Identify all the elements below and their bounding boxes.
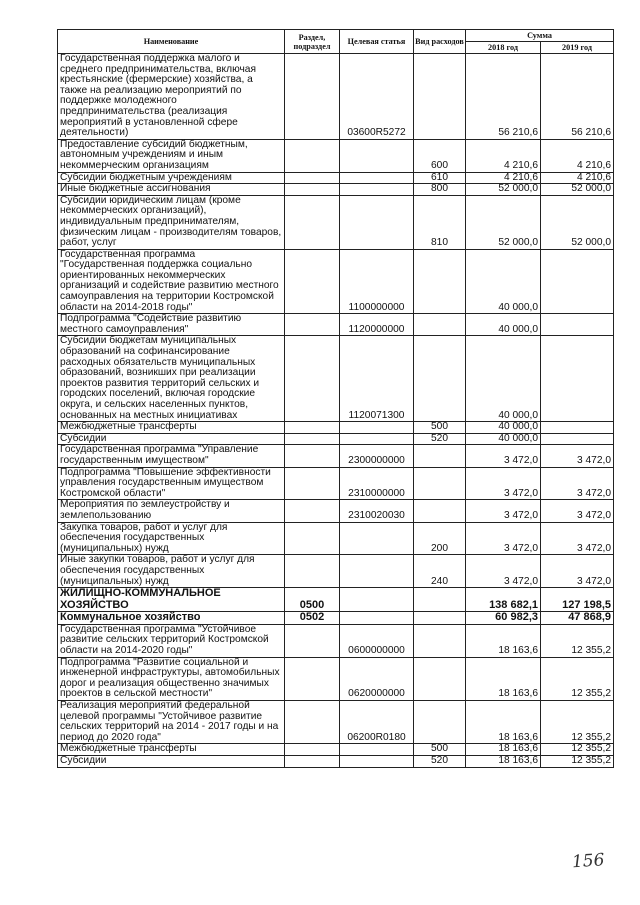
cell-section bbox=[285, 744, 340, 756]
cell-name: Иные бюджетные ассигнования bbox=[58, 184, 285, 196]
table-row bbox=[58, 555, 614, 588]
table-row bbox=[58, 249, 614, 314]
cell-target: 1120000000 bbox=[340, 314, 414, 336]
table-row bbox=[58, 433, 614, 445]
cell-2018: 18 163,6 bbox=[466, 657, 541, 700]
cell-section bbox=[285, 657, 340, 700]
cell-2018: 40 000,0 bbox=[466, 433, 541, 445]
cell-2019 bbox=[541, 336, 614, 422]
table-row bbox=[58, 522, 614, 555]
cell-type: 200 bbox=[414, 522, 466, 555]
cell-target bbox=[340, 139, 414, 172]
cell-name: Государственная программа "Государственная поддержка социально ориентированных некоммерческих организаций и содействие развитию местного самоуправления на территории Костромской области на 2014-2018 годы" bbox=[58, 249, 285, 314]
table-row bbox=[58, 184, 614, 196]
cell-section bbox=[285, 139, 340, 172]
header-2018: 2018 год bbox=[466, 42, 541, 54]
page-number: 156 bbox=[571, 850, 606, 873]
cell-2018: 56 210,6 bbox=[466, 54, 541, 140]
cell-2018: 52 000,0 bbox=[466, 195, 541, 249]
table-row bbox=[58, 588, 614, 612]
cell-section bbox=[285, 701, 340, 744]
cell-section bbox=[285, 314, 340, 336]
cell-type bbox=[414, 249, 466, 314]
cell-2018: 3 472,0 bbox=[466, 500, 541, 522]
cell-section bbox=[285, 433, 340, 445]
cell-2018: 4 210,6 bbox=[466, 139, 541, 172]
cell-2018: 3 472,0 bbox=[466, 555, 541, 588]
cell-name: Подпрограмма "Повышение эффективности управления государственным имуществом Костромской области" bbox=[58, 467, 285, 500]
cell-2018: 3 472,0 bbox=[466, 445, 541, 467]
cell-2018: 40 000,0 bbox=[466, 336, 541, 422]
cell-section bbox=[285, 445, 340, 467]
cell-2019 bbox=[541, 433, 614, 445]
cell-2019: 4 210,6 bbox=[541, 139, 614, 172]
cell-2019: 4 210,6 bbox=[541, 172, 614, 184]
cell-2018: 4 210,6 bbox=[466, 172, 541, 184]
cell-section bbox=[285, 172, 340, 184]
cell-2019: 56 210,6 bbox=[541, 54, 614, 140]
cell-2019 bbox=[541, 249, 614, 314]
cell-type: 500 bbox=[414, 744, 466, 756]
cell-name: Подпрограмма "Развитие социальной и инженерной инфраструктуры, автомобильных дорог и реализация общественно значимых проектов в сельской местности" bbox=[58, 657, 285, 700]
cell-section bbox=[285, 422, 340, 434]
cell-type bbox=[414, 624, 466, 657]
cell-2019: 3 472,0 bbox=[541, 467, 614, 500]
cell-target: 1120071300 bbox=[340, 336, 414, 422]
table-row bbox=[58, 744, 614, 756]
cell-2019: 3 472,0 bbox=[541, 522, 614, 555]
cell-section bbox=[285, 336, 340, 422]
cell-section: 0502 bbox=[285, 612, 340, 625]
cell-type bbox=[414, 54, 466, 140]
cell-name: Коммунальное хозяйство bbox=[58, 612, 285, 625]
cell-section bbox=[285, 500, 340, 522]
cell-target bbox=[340, 184, 414, 196]
cell-name: Межбюджетные трансферты bbox=[58, 744, 285, 756]
table-row bbox=[58, 467, 614, 500]
cell-target: 0600000000 bbox=[340, 624, 414, 657]
cell-target bbox=[340, 555, 414, 588]
cell-type: 240 bbox=[414, 555, 466, 588]
cell-target bbox=[340, 422, 414, 434]
cell-2018: 40 000,0 bbox=[466, 249, 541, 314]
cell-2018: 3 472,0 bbox=[466, 522, 541, 555]
cell-section bbox=[285, 555, 340, 588]
cell-type: 520 bbox=[414, 433, 466, 445]
cell-name: Предоставление субсидий бюджетным, автономным учреждениям и иным некоммерческим организациям bbox=[58, 139, 285, 172]
cell-2019: 12 355,2 bbox=[541, 756, 614, 768]
cell-2018: 18 163,6 bbox=[466, 756, 541, 768]
cell-section bbox=[285, 54, 340, 140]
cell-2019: 127 198,5 bbox=[541, 588, 614, 612]
table-row bbox=[58, 172, 614, 184]
cell-2019: 47 868,9 bbox=[541, 612, 614, 625]
cell-name: Государственная поддержка малого и среднего предпринимательства, включая крестьянские (фермерские) хозяйства, а также на реализацию мероприятий по поддержке молодежного предпринимательства (реализация мероприятий в установленной сфере деятельности) bbox=[58, 54, 285, 140]
cell-type bbox=[414, 657, 466, 700]
cell-name: Реализация мероприятий федеральной целевой программы "Устойчивое развитие сельских территорий на 2014 - 2017 годы и на период до 2020 года" bbox=[58, 701, 285, 744]
cell-2018: 18 163,6 bbox=[466, 624, 541, 657]
cell-section bbox=[285, 522, 340, 555]
table-row bbox=[58, 701, 614, 744]
cell-type bbox=[414, 588, 466, 612]
header-target: Целевая статья bbox=[340, 30, 414, 54]
cell-target: 2310020030 bbox=[340, 500, 414, 522]
cell-type: 520 bbox=[414, 756, 466, 768]
cell-name: Закупка товаров, работ и услуг для обеспечения государственных (муниципальных) нужд bbox=[58, 522, 285, 555]
cell-name: Мероприятия по землеустройству и землепользованию bbox=[58, 500, 285, 522]
cell-target bbox=[340, 612, 414, 625]
cell-section bbox=[285, 184, 340, 196]
cell-2019: 3 472,0 bbox=[541, 445, 614, 467]
cell-2019: 12 355,2 bbox=[541, 701, 614, 744]
cell-name: Государственная программа "Управление государственным имуществом" bbox=[58, 445, 285, 467]
cell-2018: 60 982,3 bbox=[466, 612, 541, 625]
cell-section bbox=[285, 467, 340, 500]
cell-target bbox=[340, 744, 414, 756]
table-row bbox=[58, 445, 614, 467]
table-row bbox=[58, 54, 614, 140]
cell-2019: 52 000,0 bbox=[541, 195, 614, 249]
table-row bbox=[58, 336, 614, 422]
table-body bbox=[58, 54, 614, 768]
cell-2019 bbox=[541, 422, 614, 434]
cell-type bbox=[414, 467, 466, 500]
cell-target: 03600R5272 bbox=[340, 54, 414, 140]
cell-name: Государственная программа "Устойчивое развитие сельских территорий Костромской области на 2014-2020 годы" bbox=[58, 624, 285, 657]
budget-table bbox=[57, 29, 614, 768]
cell-2019: 3 472,0 bbox=[541, 500, 614, 522]
table-row bbox=[58, 756, 614, 768]
cell-target: 06200R0180 bbox=[340, 701, 414, 744]
cell-2018: 3 472,0 bbox=[466, 467, 541, 500]
cell-type: 610 bbox=[414, 172, 466, 184]
header-2019: 2019 год bbox=[541, 42, 614, 54]
cell-target: 0620000000 bbox=[340, 657, 414, 700]
cell-type: 600 bbox=[414, 139, 466, 172]
cell-type bbox=[414, 612, 466, 625]
cell-name: Подпрограмма "Содействие развитию местного самоуправления" bbox=[58, 314, 285, 336]
cell-2018: 138 682,1 bbox=[466, 588, 541, 612]
cell-target bbox=[340, 522, 414, 555]
cell-section: 0500 bbox=[285, 588, 340, 612]
table-row bbox=[58, 657, 614, 700]
cell-type bbox=[414, 336, 466, 422]
header-section: Раздел, подраздел bbox=[285, 30, 340, 54]
cell-type: 800 bbox=[414, 184, 466, 196]
cell-type bbox=[414, 314, 466, 336]
cell-2019: 12 355,2 bbox=[541, 657, 614, 700]
cell-2019: 52 000,0 bbox=[541, 184, 614, 196]
cell-type bbox=[414, 445, 466, 467]
cell-target bbox=[340, 756, 414, 768]
table-row bbox=[58, 500, 614, 522]
cell-name: Субсидии юридическим лицам (кроме некоммерческих организаций), индивидуальным предпринимателям, физическим лицам - производителям товаров, работ, услуг bbox=[58, 195, 285, 249]
header-sum: Сумма bbox=[466, 30, 614, 42]
cell-target bbox=[340, 433, 414, 445]
cell-target: 2310000000 bbox=[340, 467, 414, 500]
cell-target bbox=[340, 172, 414, 184]
cell-name: Межбюджетные трансферты bbox=[58, 422, 285, 434]
header-type: Вид расходов bbox=[414, 30, 466, 54]
cell-section bbox=[285, 624, 340, 657]
cell-2019: 12 355,2 bbox=[541, 744, 614, 756]
cell-2018: 18 163,6 bbox=[466, 701, 541, 744]
cell-target bbox=[340, 195, 414, 249]
cell-2019: 3 472,0 bbox=[541, 555, 614, 588]
table-row bbox=[58, 139, 614, 172]
table-header bbox=[58, 30, 614, 54]
cell-name: Субсидии bbox=[58, 756, 285, 768]
table-row bbox=[58, 612, 614, 625]
cell-type: 810 bbox=[414, 195, 466, 249]
cell-2018: 40 000,0 bbox=[466, 314, 541, 336]
table-row bbox=[58, 314, 614, 336]
cell-section bbox=[285, 195, 340, 249]
cell-name: Субсидии bbox=[58, 433, 285, 445]
cell-name: Иные закупки товаров, работ и услуг для обеспечения государственных (муниципальных) нужд bbox=[58, 555, 285, 588]
table-row bbox=[58, 624, 614, 657]
cell-2018: 40 000,0 bbox=[466, 422, 541, 434]
cell-name: Субсидии бюджетам муниципальных образований на софинансирование расходных обязательств муниципальных образований, возникших при реализации проектов развития территорий сельских и городских поселений, включая городские округа, и сельских населенных пунктов, основанных на местных инициативах bbox=[58, 336, 285, 422]
cell-target: 1100000000 bbox=[340, 249, 414, 314]
cell-target bbox=[340, 588, 414, 612]
cell-section bbox=[285, 249, 340, 314]
table-row bbox=[58, 195, 614, 249]
cell-type bbox=[414, 701, 466, 744]
cell-2019: 12 355,2 bbox=[541, 624, 614, 657]
cell-name: ЖИЛИЩНО-КОММУНАЛЬНОЕ ХОЗЯЙСТВО bbox=[58, 588, 285, 612]
table-row bbox=[58, 422, 614, 434]
cell-2018: 52 000,0 bbox=[466, 184, 541, 196]
cell-name: Субсидии бюджетным учреждениям bbox=[58, 172, 285, 184]
cell-type: 500 bbox=[414, 422, 466, 434]
header-name: Наименование bbox=[58, 30, 285, 54]
cell-2018: 18 163,6 bbox=[466, 744, 541, 756]
cell-type bbox=[414, 500, 466, 522]
cell-section bbox=[285, 756, 340, 768]
cell-target: 2300000000 bbox=[340, 445, 414, 467]
cell-2019 bbox=[541, 314, 614, 336]
